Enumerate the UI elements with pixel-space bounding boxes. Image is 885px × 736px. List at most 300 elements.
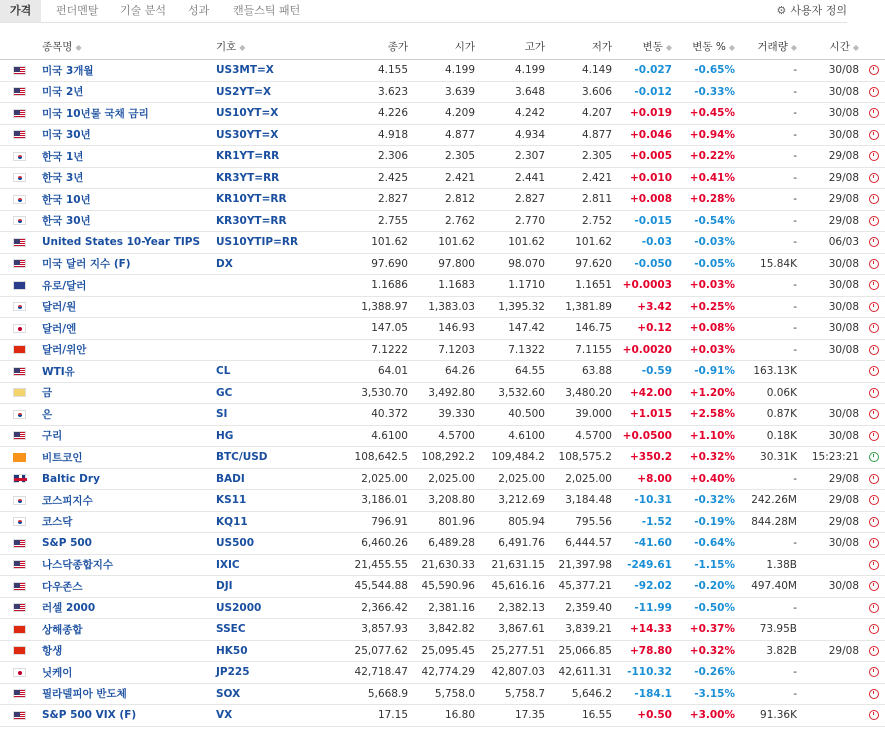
- row-symbol: [212, 275, 322, 297]
- col-change[interactable]: 변동 ◆: [616, 33, 676, 60]
- flag-icon: [13, 646, 26, 655]
- row-volume: -: [739, 189, 801, 211]
- table-row[interactable]: [0, 662, 885, 684]
- row-change: -0.03: [616, 232, 676, 254]
- table-row[interactable]: [0, 447, 885, 469]
- row-high: 805.94: [479, 511, 549, 533]
- row-change: +1.015: [616, 404, 676, 426]
- custom-settings-button[interactable]: [776, 4, 847, 18]
- row-volume: 163.13K: [739, 361, 801, 383]
- row-volume: 497.40M: [739, 576, 801, 598]
- table-row[interactable]: [0, 361, 885, 383]
- row-status: [863, 640, 885, 662]
- table-row[interactable]: [0, 318, 885, 340]
- instrument-link[interactable]: 달러/위안: [42, 344, 87, 357]
- row-volume: -: [739, 210, 801, 232]
- col-flag: [0, 33, 38, 60]
- row-high: 2.307: [479, 146, 549, 168]
- table-row[interactable]: [0, 253, 885, 275]
- row-name: [38, 60, 212, 82]
- symbol-text: GC: [216, 386, 233, 399]
- row-change-pct: +1.10%: [676, 425, 739, 447]
- instrument-link[interactable]: 달러/엔: [42, 322, 77, 335]
- col-volume[interactable]: 거래량 ◆: [739, 33, 801, 60]
- table-row[interactable]: [0, 210, 885, 232]
- row-close: 4.155: [322, 60, 412, 82]
- row-low: 5,646.2: [549, 683, 616, 705]
- col-close[interactable]: 종가: [322, 33, 412, 60]
- row-open: 2,381.16: [412, 597, 479, 619]
- row-symbol: [212, 361, 322, 383]
- col-symbol[interactable]: 기호 ◆: [212, 33, 322, 60]
- row-open: 4.877: [412, 124, 479, 146]
- row-close: 4.918: [322, 124, 412, 146]
- clock-icon: [869, 646, 879, 656]
- row-name: [38, 146, 212, 168]
- row-flag: [0, 447, 38, 469]
- clock-icon: [869, 280, 879, 290]
- instrument-link[interactable]: United States 10-Year TIPS: [42, 236, 201, 249]
- row-status: [863, 81, 885, 103]
- row-open: 4.209: [412, 103, 479, 125]
- row-volume: -: [739, 318, 801, 340]
- instrument-link[interactable]: Baltic Dry: [42, 472, 100, 485]
- row-open: 6,489.28: [412, 533, 479, 555]
- clock-icon: [869, 689, 879, 699]
- row-open: 42,774.29: [412, 662, 479, 684]
- tab-performance[interactable]: 성과: [188, 4, 210, 17]
- row-status: [863, 189, 885, 211]
- clock-icon: [869, 237, 879, 247]
- sort-icon: ◆: [239, 42, 246, 52]
- clock-icon: [869, 345, 879, 355]
- row-open: 5,758.0: [412, 683, 479, 705]
- row-low: 3.606: [549, 81, 616, 103]
- tab-fundamentals[interactable]: 펀더멘탈: [56, 4, 99, 17]
- clock-icon: [869, 624, 879, 634]
- row-time: [801, 705, 863, 727]
- row-name: [38, 533, 212, 555]
- row-flag: [0, 490, 38, 512]
- row-flag: [0, 318, 38, 340]
- instrument-link[interactable]: WTI유: [42, 365, 75, 378]
- row-change: +0.0500: [616, 425, 676, 447]
- row-volume: -: [739, 339, 801, 361]
- row-close: 2.425: [322, 167, 412, 189]
- row-symbol: [212, 554, 322, 576]
- row-time: 29/08: [801, 640, 863, 662]
- table-row[interactable]: [0, 554, 885, 576]
- row-low: 21,397.98: [549, 554, 616, 576]
- row-symbol: [212, 146, 322, 168]
- row-volume: 242.26M: [739, 490, 801, 512]
- row-flag: [0, 146, 38, 168]
- tab-bar: [0, 0, 847, 23]
- row-close: 40.372: [322, 404, 412, 426]
- clock-icon: [869, 151, 879, 161]
- row-close: 2.306: [322, 146, 412, 168]
- row-open: 2.421: [412, 167, 479, 189]
- row-close: 42,718.47: [322, 662, 412, 684]
- row-low: 2.811: [549, 189, 616, 211]
- row-symbol: [212, 253, 322, 275]
- row-flag: [0, 619, 38, 641]
- table-row[interactable]: [0, 167, 885, 189]
- row-time: 30/08: [801, 404, 863, 426]
- row-flag: [0, 511, 38, 533]
- instrument-link[interactable]: 은: [42, 408, 53, 421]
- row-low: 108,575.2: [549, 447, 616, 469]
- table-row[interactable]: [0, 146, 885, 168]
- row-close: 25,077.62: [322, 640, 412, 662]
- row-volume: -: [739, 60, 801, 82]
- instrument-link[interactable]: 다우존스: [42, 580, 83, 593]
- row-status: [863, 103, 885, 125]
- row-symbol: [212, 662, 322, 684]
- instrument-link[interactable]: 코스피지수: [42, 494, 93, 507]
- instrument-link[interactable]: 구리: [42, 430, 63, 443]
- row-change-pct: +0.08%: [676, 318, 739, 340]
- row-status: [863, 619, 885, 641]
- clock-icon: [869, 495, 879, 505]
- row-flag: [0, 253, 38, 275]
- table-row[interactable]: [0, 103, 885, 125]
- table-row[interactable]: [0, 296, 885, 318]
- row-close: 3.623: [322, 81, 412, 103]
- table-row[interactable]: [0, 640, 885, 662]
- row-change: +8.00: [616, 468, 676, 490]
- row-time: 30/08: [801, 60, 863, 82]
- row-flag: [0, 81, 38, 103]
- row-time: 06/03: [801, 232, 863, 254]
- row-high: 2.827: [479, 189, 549, 211]
- row-flag: [0, 124, 38, 146]
- clock-icon: [869, 388, 879, 398]
- symbol-text: US3MT=X: [216, 64, 274, 77]
- table-row[interactable]: [0, 404, 885, 426]
- row-name: [38, 511, 212, 533]
- row-open: 2.812: [412, 189, 479, 211]
- row-low: 6,444.57: [549, 533, 616, 555]
- custom-settings-label: 사용자 정의: [790, 4, 847, 17]
- row-change: -92.02: [616, 576, 676, 598]
- row-low: 1,381.89: [549, 296, 616, 318]
- table-row[interactable]: [0, 81, 885, 103]
- row-high: 4.242: [479, 103, 549, 125]
- row-status: [863, 597, 885, 619]
- symbol-text: US2000: [216, 601, 262, 614]
- row-name: [38, 576, 212, 598]
- row-name: [38, 81, 212, 103]
- clock-icon: [869, 667, 879, 677]
- row-low: 795.56: [549, 511, 616, 533]
- row-change-pct: +0.32%: [676, 447, 739, 469]
- row-high: 2,382.13: [479, 597, 549, 619]
- symbol-text: BADI: [216, 472, 245, 485]
- row-status: [863, 339, 885, 361]
- row-change: +0.0020: [616, 339, 676, 361]
- symbol-text: BTC/USD: [216, 451, 268, 464]
- table-row[interactable]: [0, 511, 885, 533]
- row-symbol: [212, 81, 322, 103]
- tab-candlestick[interactable]: 캔들스틱 패턴: [233, 4, 301, 17]
- row-high: 3,212.69: [479, 490, 549, 512]
- clock-icon: [869, 431, 879, 441]
- flag-icon: [13, 130, 26, 139]
- instrument-link[interactable]: S&P 500: [42, 537, 92, 550]
- table-row[interactable]: [0, 425, 885, 447]
- table-row[interactable]: [0, 597, 885, 619]
- col-status: [863, 33, 885, 60]
- row-status: [863, 60, 885, 82]
- row-change-pct: -0.03%: [676, 232, 739, 254]
- clock-icon: [869, 517, 879, 527]
- symbol-text: US500: [216, 537, 255, 550]
- table-row[interactable]: [0, 683, 885, 705]
- row-open: 64.26: [412, 361, 479, 383]
- instrument-link[interactable]: 달러/원: [42, 301, 77, 314]
- col-name[interactable]: 종목명 ◆: [38, 33, 212, 60]
- instrument-link[interactable]: 미국 3개월: [42, 64, 94, 77]
- row-open: 3,842.82: [412, 619, 479, 641]
- row-change-pct: +0.45%: [676, 103, 739, 125]
- instrument-link[interactable]: 한국 10년: [42, 193, 91, 206]
- col-time[interactable]: 시간 ◆: [801, 33, 863, 60]
- row-close: 45,544.88: [322, 576, 412, 598]
- row-low: 2.305: [549, 146, 616, 168]
- row-low: 97.620: [549, 253, 616, 275]
- clock-icon: [869, 216, 879, 226]
- table-row[interactable]: [0, 124, 885, 146]
- row-open: 45,590.96: [412, 576, 479, 598]
- instrument-link[interactable]: 유로/달러: [42, 279, 87, 292]
- row-flag: [0, 576, 38, 598]
- row-close: 97.690: [322, 253, 412, 275]
- row-time: [801, 554, 863, 576]
- instrument-link[interactable]: 금: [42, 387, 53, 400]
- symbol-text: DX: [216, 257, 233, 270]
- row-low: 2.421: [549, 167, 616, 189]
- instrument-link[interactable]: 러셀 2000: [42, 602, 96, 615]
- row-open: 21,630.33: [412, 554, 479, 576]
- row-change: -10.31: [616, 490, 676, 512]
- instrument-link[interactable]: 코스닥: [42, 516, 73, 529]
- row-name: [38, 361, 212, 383]
- row-status: [863, 210, 885, 232]
- row-close: 2,025.00: [322, 468, 412, 490]
- row-change: +0.010: [616, 167, 676, 189]
- row-change-pct: -0.20%: [676, 576, 739, 598]
- instrument-link[interactable]: 항생: [42, 645, 63, 658]
- row-flag: [0, 533, 38, 555]
- row-low: 4.877: [549, 124, 616, 146]
- clock-icon: [869, 65, 879, 75]
- row-change: -110.32: [616, 662, 676, 684]
- row-volume: -: [739, 103, 801, 125]
- row-name: [38, 167, 212, 189]
- row-change: +0.0003: [616, 275, 676, 297]
- instrument-link[interactable]: 미국 30년: [42, 129, 91, 142]
- table-row[interactable]: [0, 275, 885, 297]
- row-low: 63.88: [549, 361, 616, 383]
- clock-icon: [869, 194, 879, 204]
- tab-technical[interactable]: 기술 분석: [120, 4, 167, 17]
- instrument-link[interactable]: 나스닥종합지수: [42, 559, 114, 572]
- row-change-pct: -0.19%: [676, 511, 739, 533]
- row-close: 2.755: [322, 210, 412, 232]
- instrument-link[interactable]: 필라델피아 반도체: [42, 688, 127, 701]
- row-high: 40.500: [479, 404, 549, 426]
- row-change-pct: +0.94%: [676, 124, 739, 146]
- col-high[interactable]: 고가: [479, 33, 549, 60]
- instrument-link[interactable]: 한국 1년: [42, 150, 84, 163]
- row-volume: -: [739, 597, 801, 619]
- row-change: +3.42: [616, 296, 676, 318]
- row-symbol: [212, 640, 322, 662]
- clock-icon: [869, 538, 879, 548]
- row-time: 30/08: [801, 425, 863, 447]
- flag-icon: [13, 324, 26, 333]
- row-high: 7.1322: [479, 339, 549, 361]
- instrument-link[interactable]: 한국 3년: [42, 172, 84, 185]
- flag-icon: [13, 109, 26, 118]
- row-volume: -: [739, 296, 801, 318]
- row-low: 16.55: [549, 705, 616, 727]
- instrument-link[interactable]: S&P 500 VIX (F): [42, 709, 137, 722]
- row-change-pct: +3.00%: [676, 705, 739, 727]
- col-low[interactable]: 저가: [549, 33, 616, 60]
- row-open: 3,208.80: [412, 490, 479, 512]
- clock-icon: [869, 302, 879, 312]
- row-time: [801, 361, 863, 383]
- row-flag: [0, 640, 38, 662]
- clock-icon: [869, 108, 879, 118]
- instrument-link[interactable]: 닛케이: [42, 666, 73, 679]
- row-open: 3.639: [412, 81, 479, 103]
- clock-icon: [869, 87, 879, 97]
- row-volume: 73.95B: [739, 619, 801, 641]
- row-open: 801.96: [412, 511, 479, 533]
- row-low: 25,066.85: [549, 640, 616, 662]
- clock-icon: [869, 259, 879, 269]
- row-close: 147.05: [322, 318, 412, 340]
- row-high: 101.62: [479, 232, 549, 254]
- row-time: [801, 619, 863, 641]
- symbol-text: KR30YT=RR: [216, 214, 287, 227]
- flag-icon: [13, 238, 26, 247]
- row-change-pct: +0.37%: [676, 619, 739, 641]
- row-change: +0.005: [616, 146, 676, 168]
- row-flag: [0, 60, 38, 82]
- row-close: 17.15: [322, 705, 412, 727]
- row-change-pct: +0.03%: [676, 339, 739, 361]
- clock-icon: [869, 581, 879, 591]
- row-high: 4.934: [479, 124, 549, 146]
- instrument-link[interactable]: 미국 10년물 국채 금리: [42, 107, 149, 120]
- row-symbol: [212, 576, 322, 598]
- row-close: 3,186.01: [322, 490, 412, 512]
- row-open: 101.62: [412, 232, 479, 254]
- table-row[interactable]: [0, 382, 885, 404]
- row-flag: [0, 404, 38, 426]
- row-status: [863, 533, 885, 555]
- instrument-link[interactable]: 비트코인: [42, 451, 83, 464]
- row-flag: [0, 275, 38, 297]
- instrument-link[interactable]: 미국 달러 지수 (F): [42, 258, 131, 271]
- row-low: 2.752: [549, 210, 616, 232]
- row-symbol: [212, 318, 322, 340]
- row-flag: [0, 232, 38, 254]
- row-time: 30/08: [801, 339, 863, 361]
- instrument-link[interactable]: 미국 2년: [42, 86, 84, 99]
- row-high: 1.1710: [479, 275, 549, 297]
- row-open: 97.800: [412, 253, 479, 275]
- row-change-pct: +0.41%: [676, 167, 739, 189]
- table-row[interactable]: [0, 232, 885, 254]
- flag-icon: [13, 87, 26, 96]
- row-flag: [0, 210, 38, 232]
- row-low: 146.75: [549, 318, 616, 340]
- table-row[interactable]: [0, 490, 885, 512]
- row-change: -0.027: [616, 60, 676, 82]
- table-row[interactable]: [0, 60, 885, 82]
- row-status: [863, 382, 885, 404]
- row-close: 2.827: [322, 189, 412, 211]
- col-open[interactable]: 시가: [412, 33, 479, 60]
- table-row[interactable]: [0, 576, 885, 598]
- row-low: 39.000: [549, 404, 616, 426]
- table-row[interactable]: [0, 705, 885, 727]
- row-status: [863, 705, 885, 727]
- table-row[interactable]: [0, 468, 885, 490]
- symbol-text: KR1YT=RR: [216, 150, 280, 163]
- row-symbol: [212, 232, 322, 254]
- row-close: 1,388.97: [322, 296, 412, 318]
- table-row[interactable]: [0, 189, 885, 211]
- row-high: 4.6100: [479, 425, 549, 447]
- row-volume: 1.38B: [739, 554, 801, 576]
- row-time: [801, 597, 863, 619]
- flag-icon: [13, 539, 26, 548]
- table-row[interactable]: [0, 339, 885, 361]
- instrument-link[interactable]: 상해종합: [42, 623, 83, 636]
- row-low: 1.1651: [549, 275, 616, 297]
- row-open: 25,095.45: [412, 640, 479, 662]
- row-open: 2.762: [412, 210, 479, 232]
- row-status: [863, 167, 885, 189]
- col-change-pct[interactable]: 변동 % ◆: [676, 33, 739, 60]
- flag-icon: [13, 431, 26, 440]
- flag-icon: [13, 410, 26, 419]
- symbol-text: IXIC: [216, 558, 240, 571]
- tab-price[interactable]: 가격: [0, 0, 41, 22]
- row-change-pct: +0.28%: [676, 189, 739, 211]
- flag-icon: [13, 474, 26, 483]
- row-close: 2,366.42: [322, 597, 412, 619]
- row-symbol: [212, 103, 322, 125]
- row-name: [38, 210, 212, 232]
- table-row[interactable]: [0, 619, 885, 641]
- row-change: -41.60: [616, 533, 676, 555]
- row-low: 101.62: [549, 232, 616, 254]
- row-volume: 15.84K: [739, 253, 801, 275]
- row-name: [38, 339, 212, 361]
- instrument-link[interactable]: 한국 30년: [42, 215, 91, 228]
- row-high: 1,395.32: [479, 296, 549, 318]
- table-row[interactable]: [0, 533, 885, 555]
- row-open: 2.305: [412, 146, 479, 168]
- row-time: [801, 662, 863, 684]
